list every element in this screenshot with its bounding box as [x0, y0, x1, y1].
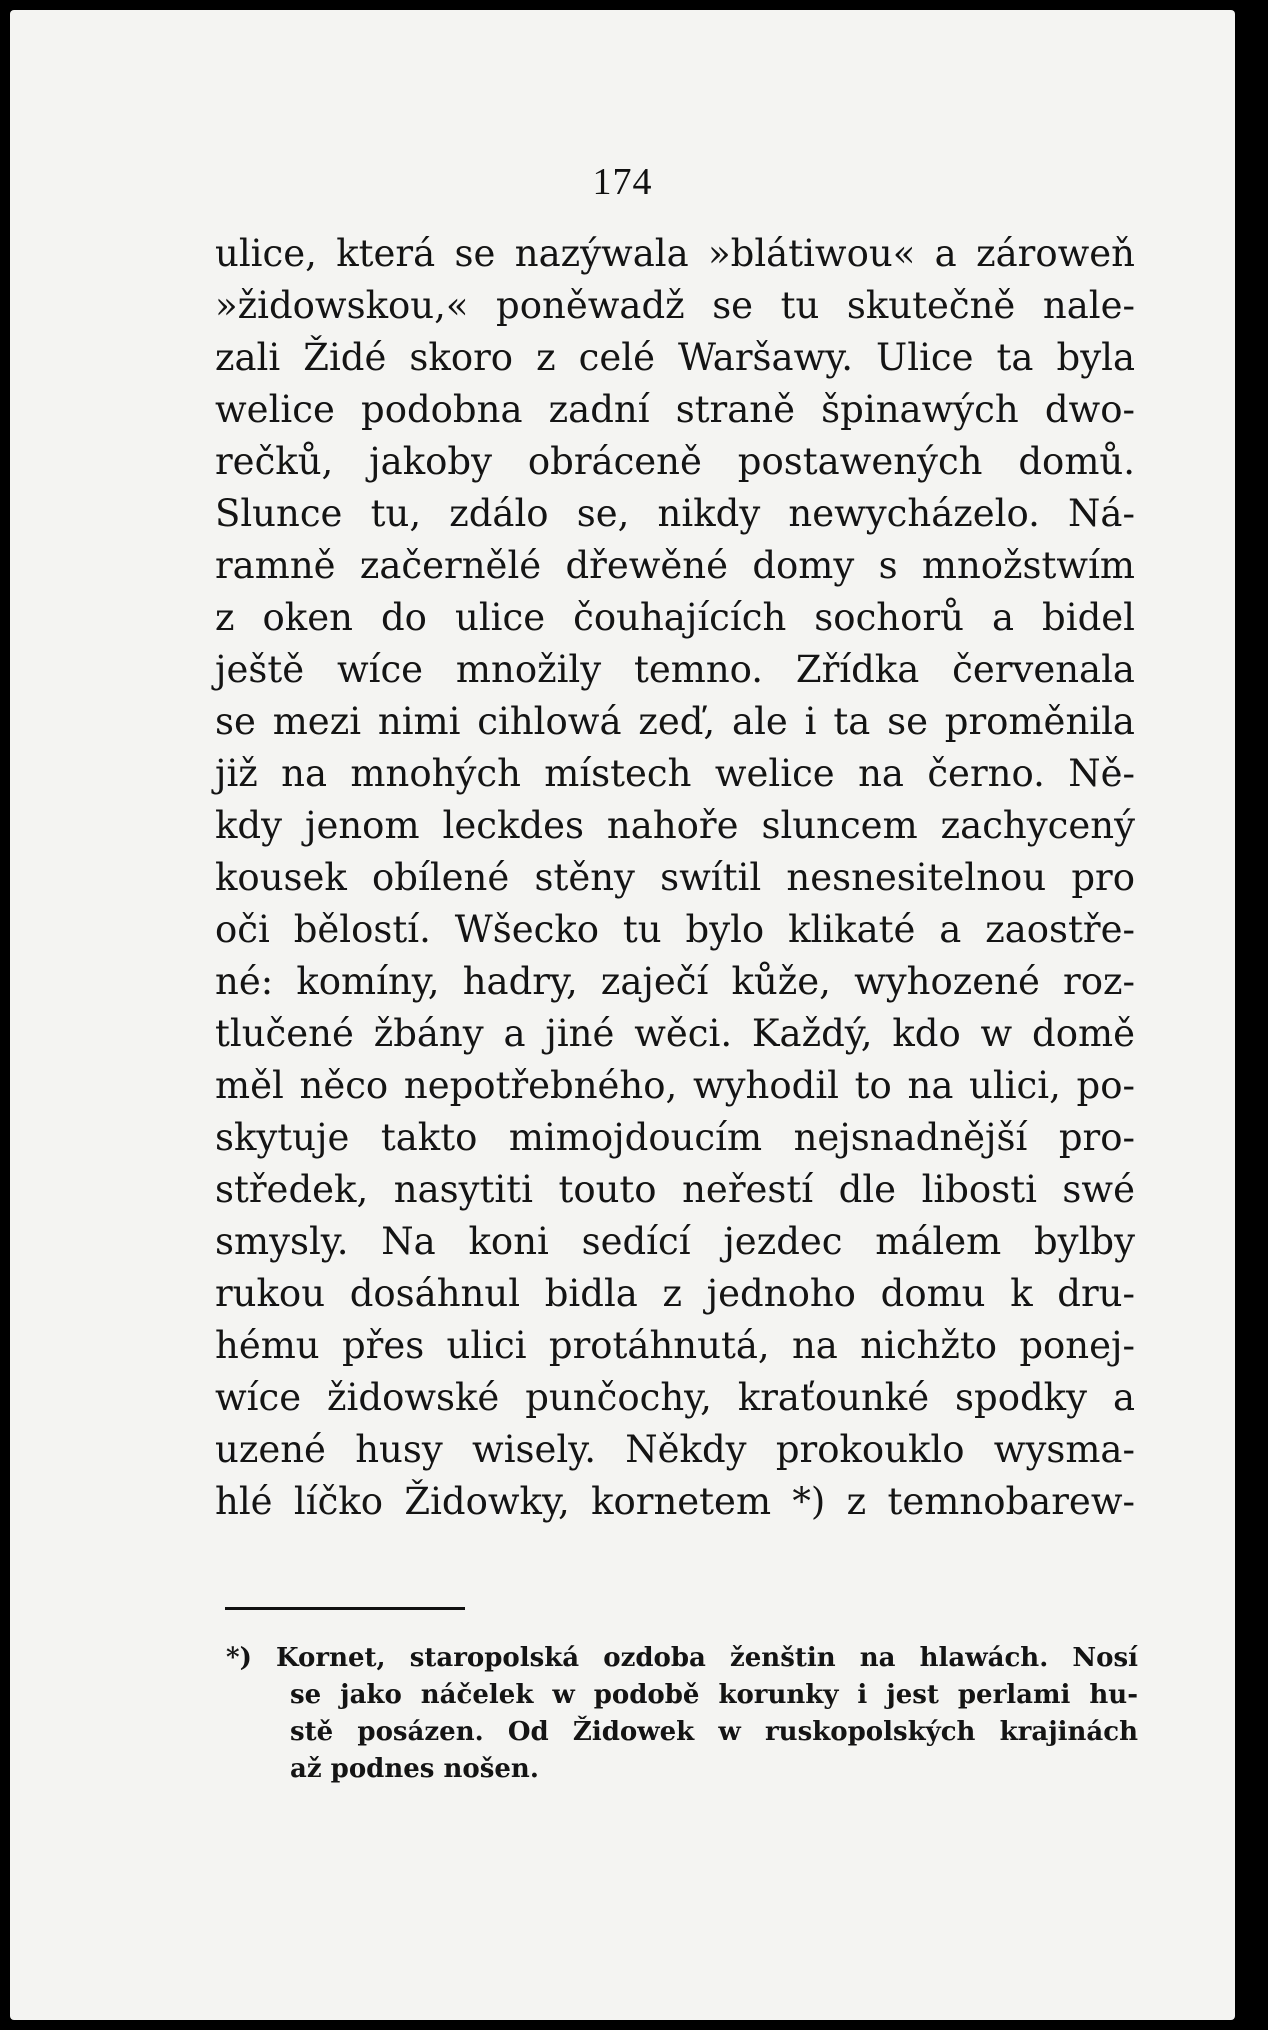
text-line: welice podobna zadní straně špinawých dwo- [215, 388, 1135, 431]
text-line: Slunce tu, zdálo se, nikdy newycházelo. Ná- [215, 492, 1135, 535]
text-line: »židowskou,« poněwadž se tu skutečně nale- [215, 284, 1135, 327]
text-line: tlučené žbány a jiné wěci. Každý, kdo w domě [215, 1012, 1135, 1055]
text-line: oči bělostí. Wšecko tu bylo klikaté a zaostře- [215, 908, 1135, 951]
text-line: hému přes ulici protáhnutá, na nichžto ponej- [215, 1324, 1135, 1367]
text-line: již na mnohých místech welice na černo. Ně- [215, 752, 1135, 795]
text-line: rečků, jakoby obráceně postawených domů. [215, 440, 1135, 483]
footnote-line: stě posázen. Od Židowek w ruskopolských krajinách [290, 1717, 1138, 1747]
footnote [226, 1640, 1138, 1788]
text-line: uzené husy wisely. Někdy prokouklo wysma- [215, 1428, 1135, 1471]
text-line: ulice, která se nazýwala »blátiwou« a zároweň [215, 232, 1135, 275]
text-line: rukou dosáhnul bidla z jednoho domu k dru- [215, 1272, 1135, 1315]
text-line: ještě wíce množily temno. Zřídka červenala [215, 648, 1135, 691]
footnote-divider [225, 1607, 465, 1610]
text-line: skytuje takto mimojdoucím nejsnadnější pro- [215, 1116, 1135, 1159]
text-line: měl něco nepotřebného, wyhodil to na ulici, po- [215, 1064, 1135, 1107]
text-line: smysly. Na koni sedící jezdec málem bylby [215, 1220, 1135, 1263]
book-page [10, 10, 1235, 2020]
footnote-line: se jako náčelek w podobě korunky i jest perlami hu- [290, 1680, 1138, 1710]
text-line: z oken do ulice čouhajících sochorů a bidel [215, 596, 1135, 639]
body-text [215, 228, 1135, 1528]
text-line: wíce židowské punčochy, kraťounké spodky a [215, 1376, 1135, 1419]
text-line: kousek obílené stěny swítil nesnesitelnou pro [215, 856, 1135, 899]
footnote-line: až podnes nošen. [290, 1754, 539, 1784]
text-line: středek, nasytiti touto neřestí dle libosti swé [215, 1168, 1135, 1211]
text-line: né: komíny, hadry, zaječí kůže, wyhozené roz- [215, 960, 1135, 1003]
text-line: kdy jenom leckdes nahoře sluncem zachycený [215, 804, 1135, 847]
text-line: zali Židé skoro z celé Waršawy. Ulice ta byla [215, 336, 1135, 379]
page-number: 174 [592, 161, 653, 203]
text-line: ramně začernělé dřewěné domy s množstwím [215, 544, 1135, 587]
footnote-line: *) Kornet, staropolská ozdoba ženštin na hlawách. Nosí [226, 1643, 1138, 1673]
scan-border [1235, 0, 1268, 2030]
text-line: hlé líčko Židowky, kornetem *) z temnobarew- [215, 1480, 1135, 1523]
text-line: se mezi nimi cihlowá zeď, ale i ta se proměnila [215, 700, 1135, 743]
